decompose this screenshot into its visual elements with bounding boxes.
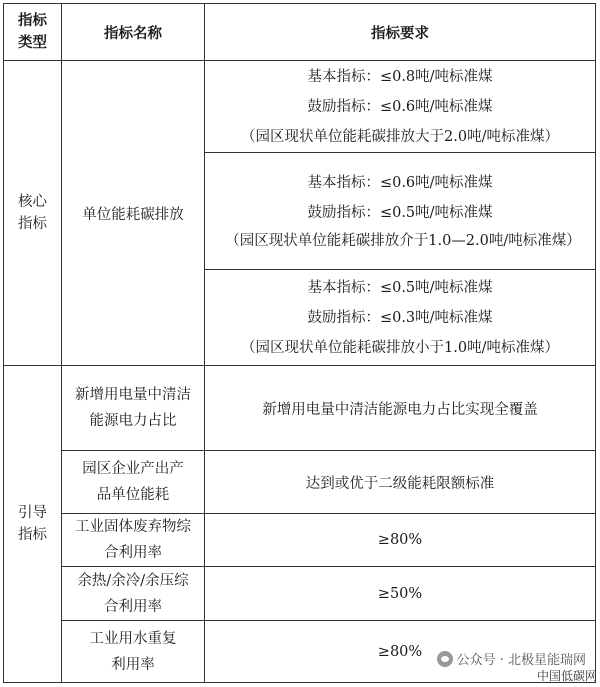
basic-indicator: 基本指标：≤0.5吨/吨标准煤 (307, 279, 493, 296)
wechat-icon (437, 651, 453, 667)
encourage-indicator: 鼓励指标：≤0.5吨/吨标准煤 (307, 205, 493, 221)
guide-req-1: 新增用电量中清洁能源电力占比实现全覆盖 (205, 366, 596, 451)
guide-req-4: ≥50% (205, 567, 596, 621)
core-type-cell (4, 61, 62, 366)
basic-indicator: 基本指标：≤0.8吨/吨标准煤 (307, 68, 493, 85)
basic-indicator: 基本指标：≤0.6吨/吨标准煤 (307, 175, 493, 191)
core-name: 单位能耗碳排放 (82, 206, 184, 223)
header-type: 指标类型 (4, 4, 62, 61)
core-name-cell (62, 61, 205, 366)
core-req-3 (205, 270, 596, 366)
guide-name-2: 园区企业产出产品单位能耗 (62, 451, 205, 514)
guide-name-4: 余热/余冷/余压综合利用率 (62, 567, 205, 621)
core-req-2 (205, 153, 596, 270)
guide-type-label: 引导指标 (18, 505, 47, 543)
condition-note: （园区现状单位能耗碳排放大于2.0吨/吨标准煤） (241, 128, 559, 145)
header-requirement: 指标要求 (205, 4, 596, 61)
condition-note: （园区现状单位能耗碳排放小于1.0吨/吨标准煤） (241, 339, 559, 356)
guide-row-1 (4, 366, 596, 451)
site-watermark: 中国低碳网 (536, 669, 597, 683)
guide-name-1: 新增用电量中清洁能源电力占比 (62, 366, 205, 451)
guide-req-3: ≥80% (205, 514, 596, 567)
guide-name-3: 工业固体废弃物综合利用率 (62, 514, 205, 567)
core-req-1 (205, 61, 596, 153)
guide-name-5: 工业用水重复利用率 (62, 621, 205, 683)
header-name: 指标名称 (62, 4, 205, 61)
guide-type-cell (4, 366, 62, 683)
account-name: 公众号 · 北极星能瑞网 (456, 653, 586, 668)
indicator-table (3, 3, 596, 683)
account-footer (437, 649, 586, 668)
core-row-1 (4, 61, 596, 153)
guide-req-2: 达到或优于二级能耗限额标准 (205, 451, 596, 514)
guide-row-3 (4, 514, 596, 567)
core-type-label: 核心指标 (18, 194, 47, 232)
header-row (4, 4, 596, 61)
guide-row-4 (4, 567, 596, 621)
encourage-indicator: 鼓励指标：≤0.3吨/吨标准煤 (307, 309, 493, 326)
condition-note: （园区现状单位能耗碳排放介于1.0—2.0吨/吨标准煤） (225, 233, 581, 249)
encourage-indicator: 鼓励指标：≤0.6吨/吨标准煤 (307, 98, 493, 115)
guide-req-5: ≥80% (205, 621, 596, 683)
guide-row-2 (4, 451, 596, 514)
